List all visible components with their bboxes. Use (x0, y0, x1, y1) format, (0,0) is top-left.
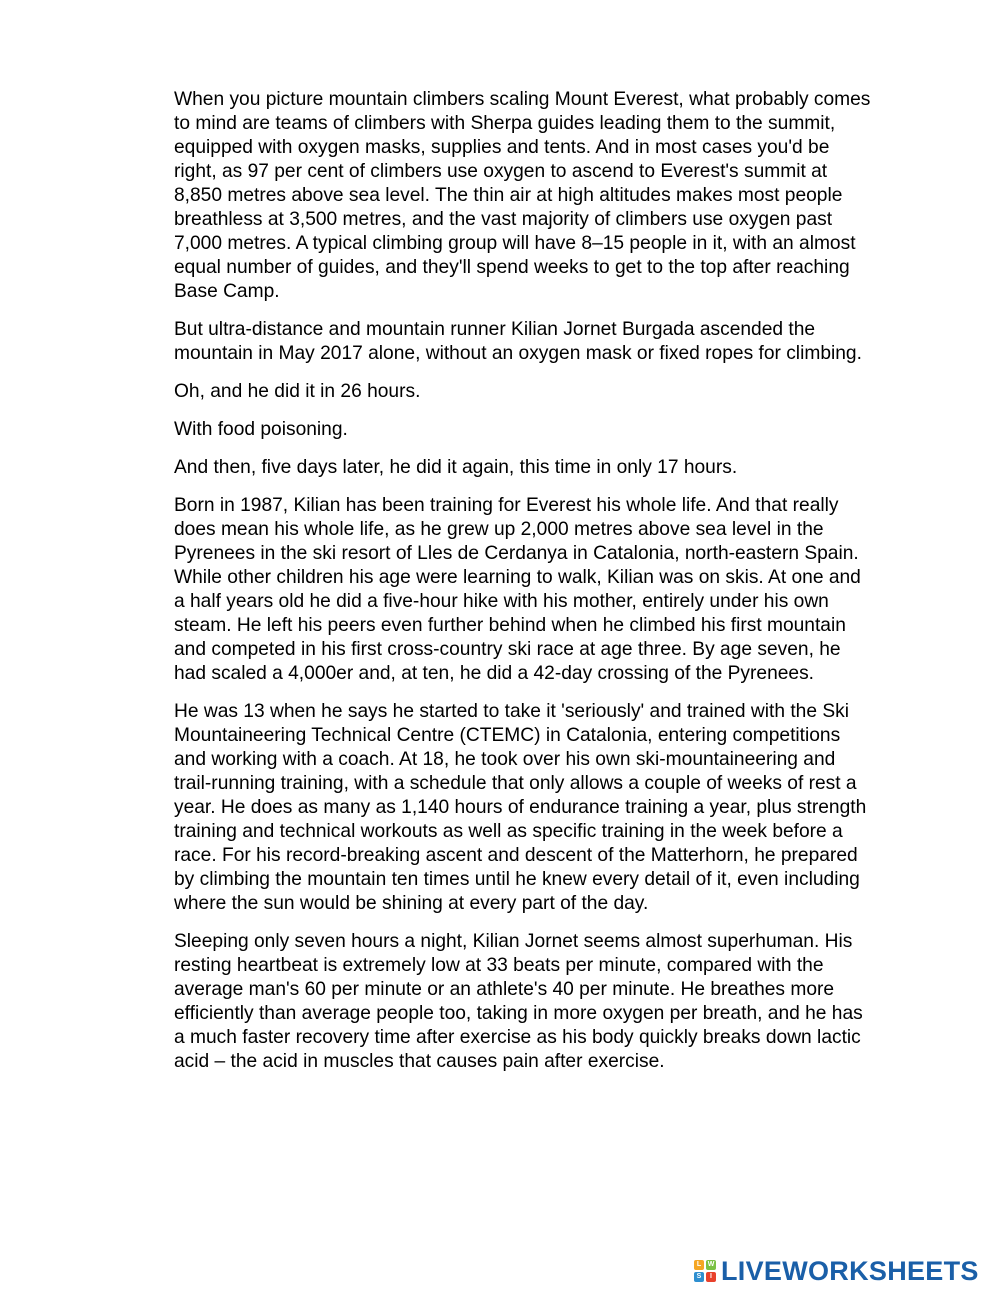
paragraph-kilian-ascent: But ultra-distance and mountain runner Kilian Jornet Burgada ascended the mountain in May 2017 alone, without an oxygen mask or fixed ropes for climbing. (174, 319, 862, 364)
logo-mark-square: S (694, 1272, 704, 1282)
paragraph-26-hours: Oh, and he did it in 26 hours. (174, 381, 421, 402)
article-body (174, 88, 874, 1088)
logo-mark-square: I (706, 1272, 716, 1282)
paragraph-training: He was 13 when he says he started to take it 'seriously' and trained with the Ski Mountaineering Technical Centre (CTEMC) in Catalonia, entering competitions and working with a coach. At 18, he took over his own ski-mountaineering and trail-running training, with a schedule that only allows a couple of weeks of rest a year. He does as many as 1,140 hours of endurance training a year, plus strength training and technical workouts as well as specific training in the week before a race. For his record-breaking ascent and descent of the Matterhorn, he prepared by climbing the mountain ten times until he knew every detail of it, even including where the sun would be shining at every part of the day. (174, 701, 867, 914)
paragraph-childhood: Born in 1987, Kilian has been training for Everest his whole life. And that really does mean his whole life, as he grew up 2,000 metres above sea level in the Pyrenees in the ski resort of Lles de Cerdanya in Catalonia, north-eastern Spain. While other children his age were learning to walk, Kilian was on skis. At one and a half years old he did a five-hour hike with his mother, entirely under his own steam. He left his peers even further behind when he climbed his first mountain and competed in his first cross-country ski race at age three. By age seven, he had scaled a 4,000er and, at ten, he did a 42-day crossing of the Pyrenees. (174, 495, 861, 684)
liveworksheets-logo (694, 1256, 979, 1286)
logo-mark-icon (694, 1260, 716, 1282)
paragraph-everest-intro: When you picture mountain climbers scaling Mount Everest, what probably comes to mind are teams of climbers with Sherpa guides leading them to the summit, equipped with oxygen masks, supplies and tents. And in most cases you'd be right, as 97 per cent of climbers use oxygen to ascend to Everest's summit at 8,850 metres above sea level. The thin air at high altitudes makes most people breathless at 3,500 metres, and the vast majority of climbers use oxygen past 7,000 metres. A typical climbing group will have 8–15 people in it, with an almost equal number of guides, and they'll spend weeks to get to the top after reaching Base Camp. (174, 89, 871, 302)
paragraph-17-hours: And then, five days later, he did it again, this time in only 17 hours. (174, 457, 738, 478)
paragraph-physiology: Sleeping only seven hours a night, Kilian Jornet seems almost superhuman. His resting heartbeat is extremely low at 33 beats per minute, compared with the average man's 60 per minute or an athlete's 40 per minute. He breathes more efficiently than average people too, taking in more oxygen per breath, and he has a much faster recovery time after exercise as his body quickly breaks down lactic acid – the acid in muscles that causes pain after exercise. (174, 931, 863, 1072)
paragraph-food-poisoning: With food poisoning. (174, 419, 348, 440)
logo-mark-square: W (707, 1261, 715, 1268)
logo-mark-square: L (694, 1260, 704, 1270)
logo-text: LIVEWORKSHEETS (721, 1256, 979, 1286)
